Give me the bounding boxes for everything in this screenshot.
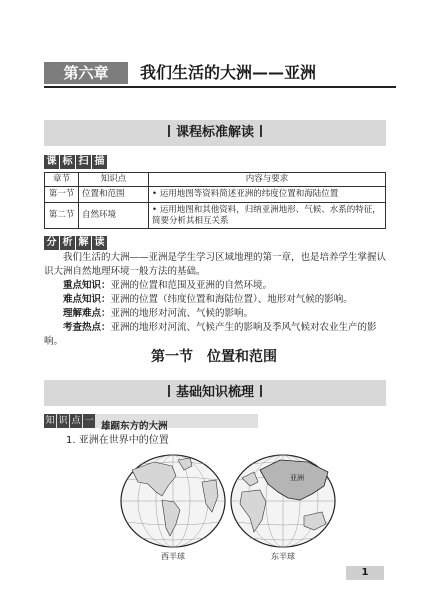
table-cell-topic: 位置和范围 xyxy=(79,187,149,203)
analysis-item-label: 理解难点： xyxy=(63,308,111,319)
standards-table xyxy=(44,172,386,229)
table-header: 知识点 xyxy=(79,173,149,187)
scan-tag-char: 描 xyxy=(92,155,107,169)
table-header: 章节 xyxy=(45,173,79,187)
analysis-item xyxy=(44,279,386,293)
scan-tag-char: 扫 xyxy=(76,155,91,169)
analysis-item xyxy=(44,307,386,321)
table-header: 内容与要求 xyxy=(149,173,386,187)
analysis-item-label: 重点知识： xyxy=(63,280,111,291)
banner-bar-left xyxy=(168,125,170,137)
analysis-tag-char: 分 xyxy=(44,236,59,250)
table-row xyxy=(45,203,386,229)
analysis-item-text: 亚洲的位置（纬度位置和海陆位置）、地形对气候的影响。 xyxy=(110,294,353,305)
knowledge-point-tag xyxy=(44,414,95,428)
section-title: 第一节 位置和范围 xyxy=(151,349,277,365)
analysis-item-label: 难点知识： xyxy=(63,294,111,305)
table-cell-content: • 运用地图等资料简述亚洲的纬度位置和海陆位置 xyxy=(149,187,386,203)
kp-tag-char: 识 xyxy=(58,416,68,426)
kp-tag-char: 知 xyxy=(45,416,55,426)
analysis-tag-char: 析 xyxy=(60,236,75,250)
analysis-tag-char: 读 xyxy=(92,236,107,250)
kp-tag-char: 一 xyxy=(84,416,94,426)
east-hemisphere-caption: 东半球 xyxy=(271,552,295,561)
knowledge-point-bar xyxy=(44,414,258,432)
chapter-title: 我们生活的大洲——亚洲 xyxy=(140,63,317,82)
table-cell-content: • 运用地图和其他资料，归纳亚洲地形、气候、水系的特征，简要分析其相互关系 xyxy=(149,203,386,229)
scan-tag xyxy=(44,155,107,169)
west-hemisphere-map xyxy=(118,452,228,550)
basics-banner-text: 基础知识梳理 xyxy=(175,385,254,400)
analysis-text xyxy=(44,251,386,349)
analysis-tag-char: 解 xyxy=(76,236,91,250)
knowledge-point-title: 雄踞东方的大洲 xyxy=(101,421,168,432)
analysis-item-text: 亚洲的地形对河流、气候产生的影响及季风气候对农业生产的影响。 xyxy=(44,322,377,347)
subhead: 1. 亚洲在世界中的位置 xyxy=(66,435,169,446)
analysis-item-text: 亚洲的地形对河流、气候的影响。 xyxy=(110,308,254,319)
standards-banner xyxy=(44,120,386,146)
page-number: 1 xyxy=(346,566,384,580)
chapter-rule xyxy=(44,86,396,88)
chapter-badge: 第六章 xyxy=(44,62,128,84)
asia-map-label: 亚洲 xyxy=(290,474,304,482)
banner-bar-right xyxy=(260,385,262,397)
analysis-item-text: 亚洲的位置和范围及亚洲的自然环境。 xyxy=(110,280,273,291)
table-cell-section: 第一节 xyxy=(45,187,79,203)
scan-tag-char: 课 xyxy=(44,155,59,169)
analysis-intro: 我们生活的大洲——亚洲是学生学习区域地理的第一章，也是培养学生掌握认识大洲自然地理环境一般方法的基础。 xyxy=(44,252,387,277)
east-hemisphere-map xyxy=(228,452,338,550)
chapter-header xyxy=(44,62,396,84)
scan-tag-char: 标 xyxy=(60,155,75,169)
analysis-item-label: 考查热点： xyxy=(63,322,111,333)
analysis-tag xyxy=(44,236,107,250)
table-cell-section: 第二节 xyxy=(45,203,79,229)
analysis-item xyxy=(44,293,386,307)
analysis-item xyxy=(44,321,386,349)
kp-tag-char: 点 xyxy=(71,416,81,426)
table-cell-topic: 自然环境 xyxy=(79,203,149,229)
table-row xyxy=(45,187,386,203)
table-header-row xyxy=(45,173,386,187)
standards-banner-text: 课程标准解读 xyxy=(175,125,254,140)
west-hemisphere-caption: 西半球 xyxy=(161,552,185,561)
banner-bar-right xyxy=(260,125,262,137)
banner-bar-left xyxy=(168,385,170,397)
basics-banner xyxy=(44,380,386,406)
